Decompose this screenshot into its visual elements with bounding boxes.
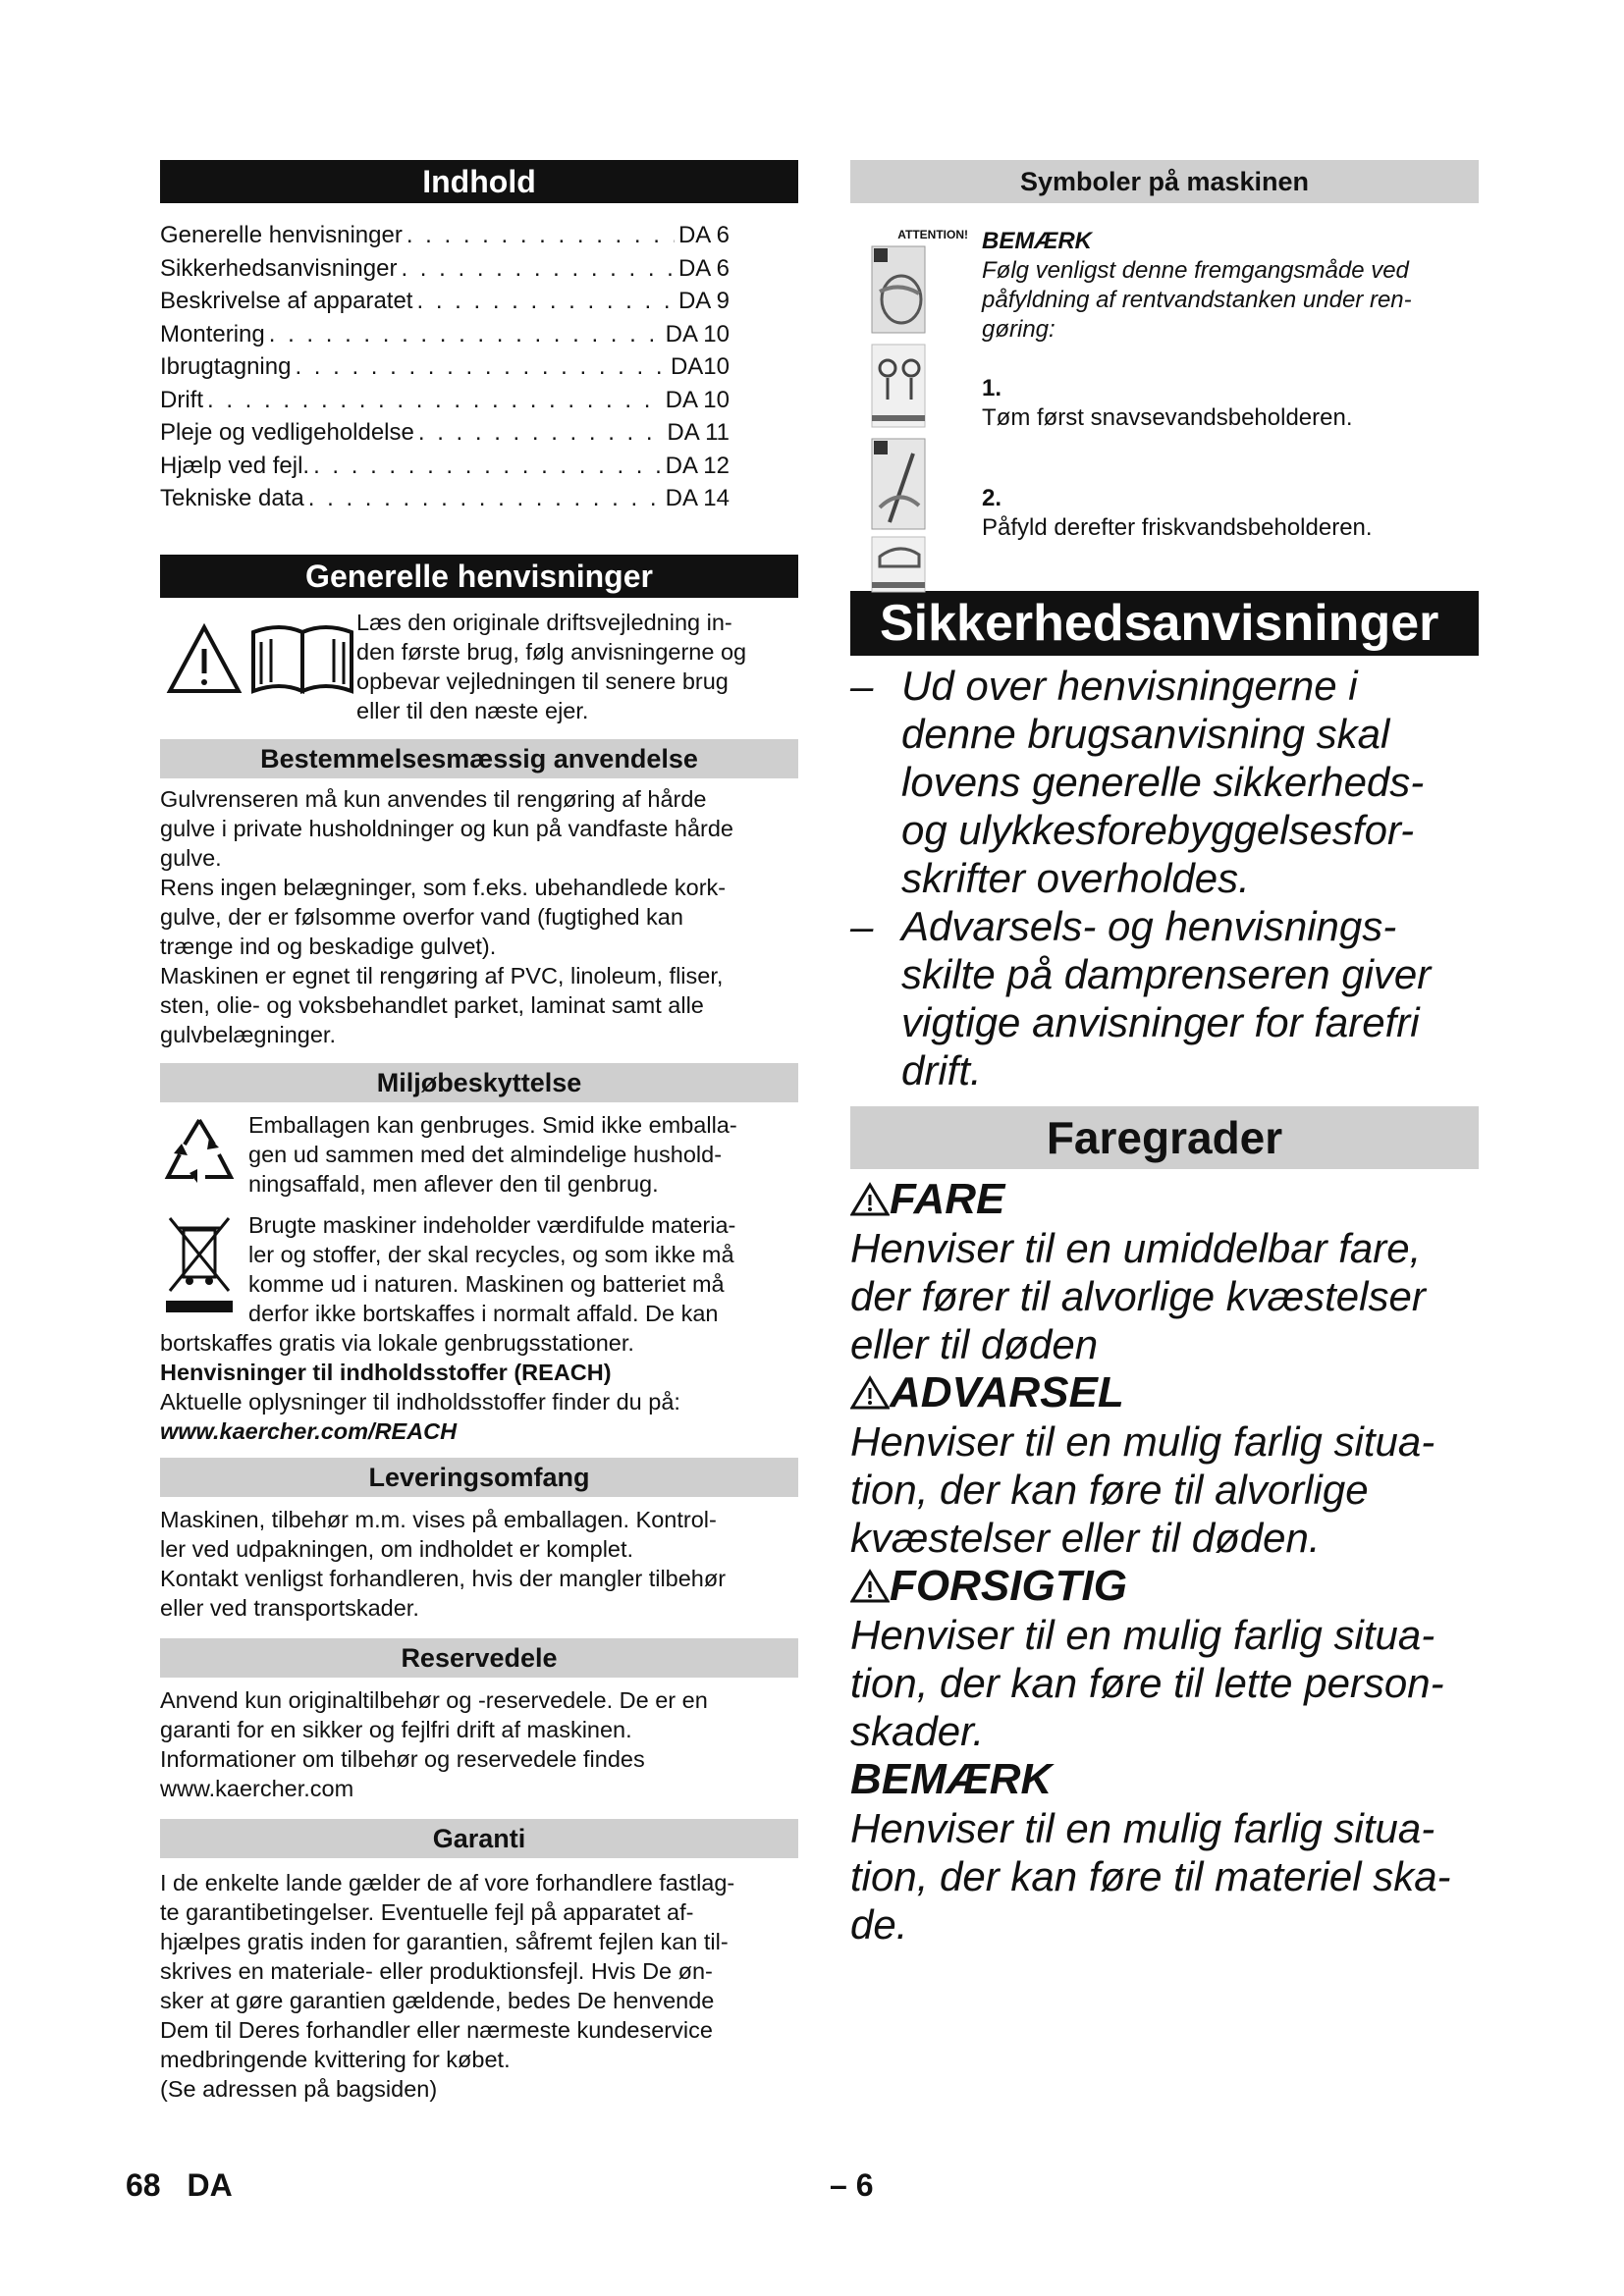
delivery-heading: Leveringsomfang [160,1458,798,1497]
advarsel-heading: ADVARSEL [850,1368,1479,1417]
toc-item[interactable]: Ibrugtagning . . . DA10 [160,350,730,384]
safety-item: – Advarsels- og henvisnings- skilte på damprenseren giver vigtige anvisninger for farefri drift. [850,903,1432,1094]
toc-item[interactable]: Sikkerhedsanvisninger . . . DA 6 [160,252,730,286]
symbols-heading: Symboler på maskinen [850,160,1479,203]
toc-item[interactable]: Pleje og vedligeholdelse . . . DA 11 [160,416,730,450]
step-number: 1. [982,375,1002,401]
attention-graphic [850,227,968,601]
left-column: Indhold Generelle henvisninger . . . DA 6 Sikkerhedsanvisninger . . . DA 6 Beskrivelse af apparatet . . . DA 9 Montering . . . DA 10 Ibrugtagning . . . DA10 Drift . . . DA 10 Pleje og vedligeholdelse . . . DA 11 Hjælp ved fejl. . . . DA 12 Tekniske data . . . DA 14 Generelle henvisninger Læs den originale driftsvejledning in- den første brug, følg anvisningerne og opbevar vejledningen til senere brug eller til den næste ejer. Bestemmelsesmæssig anvendelse Gulvrenseren må kun anvendes til rengøring af hårde gulve i private husholdninger og kun på vandfaste hårde gulve. Rens ingen belægninger, som f.eks. ubehandlede kork- gulve, der er følsomme overfor vand (fugtighed kan trænge ind og beskadige gulvet). Maskinen er egnet til rengøring af PVC, linoleum, fliser, sten, olie- og voksbehandlet parket, laminat samt alle gulvbelægninger. Miljøbeskyttelse Emballagen kan genbruges. Smid ikke emballa- gen ud sammen med det almindelige hushold- ningsaffald, men aflever den til genbrug. Brugte maskiner indeholder værdifulde materia- ler og stoffer, der skal recycles, og som ikke må komme ud i naturen. Maskinen og batteriet må derfor ikke bortskaffes i normalt affald. De kan bortskaffes gratis via lokale genbrugsstationer. Henvisninger til indholdsstoffer (REACH) Aktuelle oplysninger til indholdsstoffer finder du på: www.kaercher.com/REACH Leveringsomfang Maskinen, tilbehør m.m. vises på emballagen. Kontrol- ler ved udpakningen, om indholdet er komplet. Kontakt venligst forhandleren, hvis der mangler tilbehør eller ved transportskader. Reservedele Anvend kun originaltilbehør og -reservedele. De er en garanti for en sikker og fejlfri drift af maskinen. Informationer om tilbehør og reservedele findes www.kaercher.com Garanti I de enkelte lande gælder de af vore forhandlere fastlag- te garantibetingelser. Eventuelle fejl på apparatet af- hjælpes gratis inden for garantien, såfremt fejlen kan til- skrives en materiale- eller produktionsfejl. Hvis De øn- sker at gøre garantien gældende, bedes De henvende Dem til Deres forhandler eller nærmeste kundeservice medbringende kvittering for købet. (Se adressen på bagsiden) [160,160,798,2104]
crossed-bin-icon [160,1210,248,1323]
step-text: Tøm først snavsevandsbeholderen. [982,404,1353,431]
right-column [850,160,1479,1949]
toc-item[interactable]: Hjælp ved fejl. . . . DA 12 [160,450,730,483]
language-code: DA [187,2167,233,2203]
bemaerk-description: Henviser til en mulig farlig situa- tion, der kan føre til materiel ska- de. [850,1805,1451,1948]
spare-parts-body: Anvend kun originaltilbehør og -reservedele. De er en garanti for en sikker og fejlfri drift af maskinen. Informationer om tilbehør og reservedele findes www.kaercher.com [160,1686,708,1801]
delivery-body: Maskinen, tilbehør m.m. vises på emballagen. Kontrol- ler ved udpakningen, om indholdet er komplet. Kontakt venligst forhandleren, hvis der mangler tilbehør eller ved transportskader. [160,1506,727,1621]
reach-title: Henvisninger til indholdsstoffer (REACH) [160,1359,612,1385]
general-text: den første brug, følg anvisningerne og [356,638,747,665]
warranty-heading: Garanti [160,1819,798,1858]
step-text: Påfyld derefter friskvandsbeholderen. [982,514,1373,541]
footer-section-page: – 6 [830,2167,874,2203]
toc-item[interactable]: Generelle henvisninger . . . DA 6 [160,219,730,252]
warning-triangle-icon [850,1375,890,1411]
advarsel-description: Henviser til en mulig farlig situa- tion, der kan føre til alvorlige kvæstelser eller til døden. [850,1418,1435,1561]
symbol-note: ATTENTION! BEMÆRK Følg venligst denne fremgangsmåde ved påfyldning af rentvandstanken under ren- gøring: 1. Tøm først snavsevandsbeholderen. 2. Påfyld derefter friskvandsbeholderen. [850,227,1479,601]
spare-parts-heading: Reservedele [160,1638,798,1678]
bemaerk-heading: BEMÆRK [850,1755,1053,1803]
intended-use-heading: Bestemmelsesmæssig anvendelse [160,739,798,778]
general-text: opbevar vejledningen til senere brug [356,667,729,694]
forsigtig-description: Henviser til en mulig farlig situa- tion, der kan føre til lette person- skader. [850,1612,1444,1754]
danger-levels-heading: Faregrader [850,1106,1479,1169]
safety-heading: Sikkerhedsanvisninger [850,591,1479,656]
recycle-notice: Emballagen kan genbruges. Smid ikke emballa- gen ud sammen med det almindelige hushold- ningsaffald, men aflever den til genbrug. [160,1110,798,1199]
general-notice [160,608,798,735]
toc-item[interactable]: Drift . . . DA 10 [160,384,730,417]
general-heading: Generelle henvisninger [160,555,798,598]
forsigtig-heading: FORSIGTIG [850,1562,1479,1611]
fare-description: Henviser til en umiddelbar fare, der fører til alvorlige kvæstelser eller til døden [850,1225,1426,1367]
note-title: BEMÆRK [982,228,1092,254]
general-text: Læs den originale driftsvejledning in- [356,609,732,635]
environment-heading: Miljøbeskyttelse [160,1063,798,1102]
toc-item[interactable]: Tekniske data . . . DA 14 [160,482,730,515]
safety-item: – Ud over henvisningerne i denne brugsanvisning skal lovens generelle sikkerheds- og ulykkesforebyggelsesfor- skrifter overholdes. [850,663,1425,901]
toc-item[interactable]: Montering . . . DA 10 [160,318,730,351]
intended-use-body: Gulvrenseren må kun anvendes til rengøring af hårde gulve i private husholdninger og kun på vandfaste hårde gulve. Rens ingen belægninger, som f.eks. ubehandlede kork- gulve, der er følsomme overfor vand (fugtighed kan trænge ind og beskadige gulvet). Maskinen er egnet til rengøring af PVC, linoleum, fliser, sten, olie- og voksbehandlet parket, laminat samt alle gulvbelægninger. [160,785,733,1047]
toc-heading: Indhold [160,160,798,203]
recycle-icon [160,1110,248,1194]
step-number: 2. [982,485,1002,511]
page-number: 68 [126,2167,161,2203]
toc-item[interactable]: Beskrivelse af apparatet . . . DA 9 [160,285,730,318]
reach-link[interactable]: www.kaercher.com/REACH [160,1417,458,1444]
weee-notice: Brugte maskiner indeholder værdifulde materia- ler og stoffer, der skal recycles, og som ikke må komme ud i naturen. Maskinen og batteriet må derfor ikke bortskaffes i normalt affald. De kan [160,1210,798,1328]
warning-triangle-icon [850,1182,890,1217]
attention-label: ATTENTION! [897,228,968,241]
table-of-contents [160,219,730,515]
warranty-body: I de enkelte lande gælder de af vore forhandlere fastlag- te garantibetingelser. Eventuelle fejl på apparatet af- hjælpes gratis inden for garantien, såfremt fejlen kan til- skrives en materiale- eller produktionsfejl. Hvis De øn- sker at gøre garantien gældende, bedes De henvende Dem til Deres forhandler eller nærmeste kundeservice medbringende kvittering for købet. (Se adressen på bagsiden) [160,1869,735,2102]
warning-manual-icon [160,608,356,735]
footer-page-lang [126,2167,233,2204]
fare-heading: FARE [850,1175,1479,1224]
general-text: eller til den næste ejer. [356,697,589,723]
warning-triangle-icon [850,1569,890,1604]
